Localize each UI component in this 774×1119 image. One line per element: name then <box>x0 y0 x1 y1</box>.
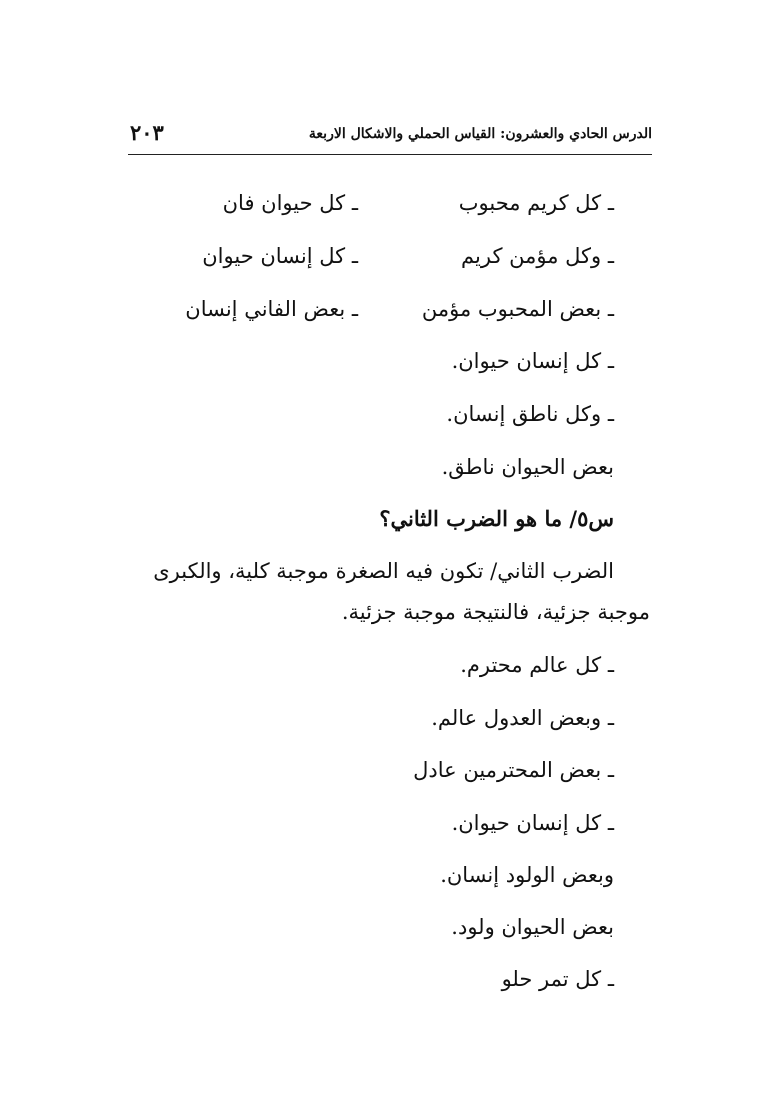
premise-line: ـ كل حيوان فان <box>222 191 358 215</box>
running-header <box>128 118 652 155</box>
premise-line: ـ كل عالم محترم. <box>460 653 614 677</box>
answer-line-2: موجبة جزئية، فالنتيجة موجبة جزئية. <box>341 600 650 624</box>
chapter-title: الدرس الحادي والعشرون: القياس الحملي والاشكال الاربعة <box>308 126 652 142</box>
premise-line: ـ كل تمر حلو <box>501 967 614 991</box>
premise-line: ـ وكل ناطق إنسان. <box>446 402 614 426</box>
conclusion-line: ـ بعض المحترمين عادل <box>413 758 614 782</box>
question-heading: س٥/ ما هو الضرب الثاني؟ <box>379 506 614 531</box>
premise-line: وبعض الولود إنسان. <box>440 863 614 887</box>
premise-line: ـ وبعض العدول عالم. <box>431 706 614 730</box>
conclusion-line: بعض الحيوان ولود. <box>451 915 614 939</box>
page-number: ٢٠٣ <box>130 120 164 145</box>
conclusion-line: بعض الحيوان ناطق. <box>441 455 614 479</box>
premise-line: ـ وكل مؤمن كريم <box>461 244 614 268</box>
answer-line-1: الضرب الثاني/ تكون فيه الصغرة موجبة كلية، والكبرى <box>153 559 614 583</box>
premise-line: ـ كل إنسان حيوان. <box>451 811 614 835</box>
premise-line: ـ كل إنسان حيوان. <box>451 349 614 373</box>
premise-line: ـ كل إنسان حيوان <box>202 244 358 268</box>
conclusion-line: ـ بعض الفاني إنسان <box>185 297 358 321</box>
conclusion-line: ـ بعض المحبوب مؤمن <box>421 297 614 321</box>
premise-line: ـ كل كريم محبوب <box>458 191 614 215</box>
